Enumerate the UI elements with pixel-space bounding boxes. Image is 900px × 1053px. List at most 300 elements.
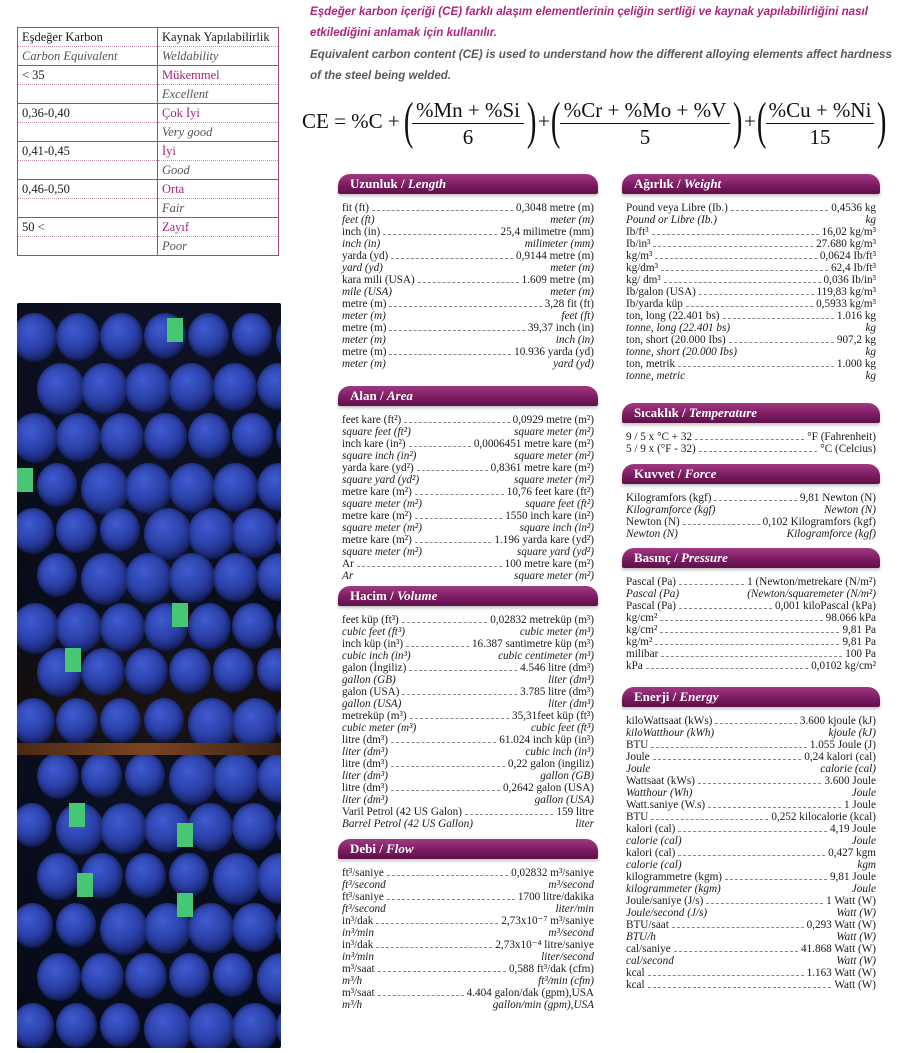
pipe-end	[257, 853, 281, 904]
conversion-from: yard (yd)	[342, 262, 383, 274]
fraction-3-denominator: 15	[809, 125, 831, 149]
conversion-row	[342, 250, 594, 262]
conversion-from: Joule/second (J/s)	[626, 907, 708, 919]
leader-dots	[674, 951, 798, 952]
conversion-to: liter/min	[555, 903, 594, 915]
conversion-from: mile (USA)	[342, 286, 393, 298]
pipe-end	[169, 553, 215, 603]
pipe-end	[188, 508, 235, 559]
conversion-from: gallon (GB)	[342, 674, 396, 686]
conversion-row	[342, 794, 594, 806]
leader-dots	[725, 879, 827, 880]
conversion-row	[342, 722, 594, 734]
conversion-row	[626, 883, 876, 895]
section-energy-body	[622, 707, 880, 995]
ce-range: 0,46-0,50	[18, 180, 158, 199]
conversion-to: 1.196 yarda kare (yd²)	[494, 534, 594, 546]
conversion-from: kcal	[626, 967, 645, 979]
leader-dots	[402, 622, 488, 623]
conversion-row	[342, 626, 594, 638]
conversion-row	[342, 346, 594, 358]
formula-fraction-2	[560, 97, 730, 150]
conversion-to: meter (m)	[550, 214, 594, 226]
ce-range: 50 <	[18, 218, 158, 237]
pipe-end	[37, 463, 77, 507]
conversion-to: Watt (W)	[836, 931, 876, 943]
conversion-row	[626, 431, 876, 443]
leader-dots	[409, 446, 471, 447]
conversion-from: kg/cm²	[626, 624, 658, 636]
conversion-to: 0,588 ft³/dak (cfm)	[508, 963, 594, 975]
pipe-end	[276, 803, 281, 850]
conversion-from: square meter (m²)	[342, 498, 422, 510]
section-flow-header: Debi / Flow	[338, 839, 598, 859]
conversion-row	[626, 799, 876, 811]
conversion-row	[626, 751, 876, 763]
conversion-to: 0,02832 m³/saniye	[511, 867, 594, 879]
ce-rating: Zayıf	[158, 218, 279, 237]
conversion-to: square feet (ft²)	[525, 498, 594, 510]
conversion-row	[626, 274, 876, 286]
conversion-row	[342, 662, 594, 674]
conversion-row	[626, 624, 876, 636]
conversion-row	[626, 612, 876, 624]
section-length-header: Uzunluk / Length	[338, 174, 598, 194]
pipe-end	[100, 698, 141, 743]
section-temperature-header: Sıcaklık / Temperature	[622, 403, 880, 423]
pipe-label-tag	[177, 823, 193, 847]
conversion-from: cubic inch (in³)	[342, 650, 411, 662]
conversion-to: kjoule (kJ)	[828, 727, 876, 739]
section-pressure-header: Basınç / Pressure	[622, 548, 880, 568]
conversion-from: feet (ft)	[342, 214, 375, 226]
conversion-from: BTU	[626, 739, 649, 751]
pipe-end	[56, 1003, 97, 1048]
conversion-from: m³/saat	[342, 987, 375, 999]
conversion-from: Watthour (Wh)	[626, 787, 693, 799]
leader-dots	[404, 422, 509, 423]
pipe-label-tag	[167, 318, 183, 342]
conversion-from: meter (m)	[342, 334, 386, 346]
conversion-row	[342, 987, 594, 999]
leader-dots	[655, 258, 816, 259]
conversion-from: inch küp (in³)	[342, 638, 404, 650]
conversion-from: Ib/galon (USA)	[626, 286, 696, 298]
conversion-row	[626, 931, 876, 943]
conversion-to: 10,76 feet kare (ft²)	[506, 486, 594, 498]
conversion-row	[626, 528, 876, 540]
steel-pipes-photo	[17, 303, 281, 1048]
conversion-to: 98.066 kPa	[825, 612, 876, 624]
conversion-to: 159 litre	[556, 806, 594, 818]
section-temperature-body	[622, 423, 880, 459]
section-volume-header: Hacim / Volume	[338, 586, 598, 606]
conversion-to: 0,3048 metre (m)	[516, 202, 594, 214]
conversion-row	[342, 963, 594, 975]
ce-row	[18, 66, 279, 85]
conversion-row	[626, 907, 876, 919]
conversion-row	[342, 202, 594, 214]
fraction-3-numerator: %Cu + %Ni	[766, 97, 874, 124]
conversion-to: 1.016 kg	[836, 310, 876, 322]
conversion-to: 0,5933 kg/m³	[816, 298, 876, 310]
conversion-to: square meter (m²)	[514, 570, 594, 582]
conversion-from: in³/min	[342, 927, 374, 939]
conversion-to: cubic meter (m³)	[519, 626, 594, 638]
conversion-to: 0,8361 metre kare (m²)	[490, 462, 594, 474]
conversion-from: square feet (ft²)	[342, 426, 411, 438]
leader-dots	[678, 831, 827, 832]
conversion-from: in³/dak	[342, 939, 374, 951]
leader-dots	[391, 258, 513, 259]
pipe-end	[276, 1003, 281, 1048]
leader-dots	[417, 470, 488, 471]
conversion-from: liter (dm³)	[342, 794, 388, 806]
formula-fraction-1	[412, 97, 524, 150]
conversion-from: Pound or Libre (Ib.)	[626, 214, 717, 226]
conversion-from: feet kare (ft²)	[342, 414, 402, 426]
section-force	[622, 464, 880, 544]
intro-text-tr: Eşdeğer karbon içeriği (CE) farklı alaşım elementlerinin çeliğin sertliği ve kaynak yapılabilirliğini nasıl etkilediğini anlamak için kullanılır.	[310, 5, 868, 39]
leader-dots	[410, 718, 509, 719]
ce-header-left: Eşdeğer Karbon	[18, 28, 158, 47]
pipe-end	[37, 953, 81, 1001]
leader-dots	[376, 947, 492, 948]
leader-dots	[660, 620, 822, 621]
conversion-row	[626, 919, 876, 931]
pipe-end	[169, 363, 214, 412]
conversion-row	[626, 835, 876, 847]
pipe-end	[144, 698, 184, 742]
pipe-end	[17, 903, 53, 948]
pipe-rack-band	[17, 743, 281, 755]
pipe-end	[232, 313, 272, 357]
pipe-end	[232, 603, 274, 649]
pipe-end	[17, 313, 57, 362]
conversion-row	[342, 782, 594, 794]
conversion-from: yarda (yd)	[342, 250, 389, 262]
ce-rating: Mükemmel	[158, 66, 279, 85]
ce-header-left-en: Carbon Equivalent	[18, 47, 158, 66]
pipe-end	[257, 553, 281, 601]
conversion-from: cubic feet (ft³)	[342, 626, 405, 638]
conversion-row	[342, 915, 594, 927]
conversion-row	[626, 859, 876, 871]
conversion-from: kPa	[626, 660, 643, 672]
pipe-label-tag	[172, 603, 188, 627]
conversion-to: °F (Fahrenheit)	[807, 431, 876, 443]
formula-paren: (	[756, 93, 767, 150]
conversion-from: milibar	[626, 648, 659, 660]
conversion-to: calorie (cal)	[820, 763, 876, 775]
pipe-end	[232, 508, 278, 558]
fraction-2-denominator: 5	[639, 125, 651, 149]
conversion-to: 41.868 Watt (W)	[800, 943, 876, 955]
conversion-from: ton, short (20.000 Ibs)	[626, 334, 726, 346]
conversion-row	[342, 999, 594, 1011]
leader-dots	[418, 282, 519, 283]
conversion-to: 1 Watt (W)	[826, 895, 876, 907]
conversion-from: square meter (m²)	[342, 546, 422, 558]
conversion-from: 5 / 9 x (°F - 32)	[626, 443, 696, 455]
conversion-to: 1 (Newton/metrekare (N/m²)	[747, 576, 876, 588]
conversion-to: Kilogramforce (kgf)	[786, 528, 876, 540]
pipe-end	[56, 313, 100, 361]
pipe-end	[37, 853, 80, 900]
conversion-row	[626, 636, 876, 648]
leader-dots	[653, 246, 813, 247]
conversion-from: Pascal (Pa)	[626, 588, 680, 600]
conversion-row	[626, 823, 876, 835]
conversion-to: Newton (N)	[824, 504, 876, 516]
leader-dots	[715, 723, 796, 724]
conversion-to: 0,252 kilocalorie (kcal)	[771, 811, 876, 823]
leader-dots	[699, 451, 818, 452]
pipe-end	[257, 753, 281, 803]
pipe-end	[81, 953, 124, 1000]
pipe-end	[276, 903, 281, 951]
leader-dots	[660, 632, 839, 633]
section-weight-body	[622, 194, 880, 386]
pipe-end	[232, 903, 277, 952]
conversion-from: m³/h	[342, 999, 363, 1011]
leader-dots	[651, 819, 768, 820]
pipe-end	[81, 363, 128, 414]
conversion-to: 9,81 Newton (N)	[799, 492, 876, 504]
conversion-from: inch (in)	[342, 238, 381, 250]
pipe-end	[100, 803, 147, 854]
pipe-end	[81, 553, 129, 605]
conversion-row	[342, 298, 594, 310]
leader-dots	[389, 354, 511, 355]
conversion-from: Wattsaat (kWs)	[626, 775, 695, 787]
conversion-to: liter (dm³)	[548, 674, 594, 686]
conversion-row	[342, 818, 594, 830]
conversion-row	[626, 967, 876, 979]
conversion-row	[342, 474, 594, 486]
leader-dots	[357, 566, 502, 567]
ce-rating-en: Good	[158, 161, 279, 180]
pipe-end	[257, 463, 281, 511]
pipe-end	[169, 953, 210, 998]
conversion-to: 1.055 Joule (J)	[809, 739, 876, 751]
conversion-to: 0,102 Kilogramfors (kgf)	[762, 516, 876, 528]
conversion-row	[626, 492, 876, 504]
pipe-label-tag	[177, 893, 193, 917]
conversion-to: 62,4 Ib/ft³	[831, 262, 876, 274]
pipe-end	[37, 363, 85, 415]
conversion-from: kilogrammeter (kgm)	[626, 883, 721, 895]
conversion-to: 9,81 Joule	[830, 871, 876, 883]
pipe-end	[169, 853, 209, 897]
conversion-from: Joule	[626, 763, 651, 775]
leader-dots	[723, 318, 834, 319]
conversion-row	[342, 226, 594, 238]
conversion-from: square yard (yd²)	[342, 474, 420, 486]
conversion-to: gallon (USA)	[534, 794, 594, 806]
leader-dots	[652, 234, 819, 235]
conversion-row	[342, 927, 594, 939]
ce-rating: Orta	[158, 180, 279, 199]
conversion-row	[626, 286, 876, 298]
conversion-row	[342, 638, 594, 650]
conversion-to: 0,24 kalori (cal)	[804, 751, 876, 763]
pipe-end	[125, 553, 172, 604]
conversion-row	[342, 510, 594, 522]
pipe-end	[257, 953, 281, 1005]
conversion-to: ft³/min (cfm)	[538, 975, 594, 987]
conversion-row	[626, 660, 876, 672]
leader-dots	[661, 270, 828, 271]
conversion-to: 0,0102 kg/cm²	[811, 660, 876, 672]
conversion-from: ft³/second	[342, 879, 386, 891]
conversion-row	[626, 310, 876, 322]
pipe-end	[81, 648, 125, 696]
fraction-1-numerator: %Mn + %Si	[412, 97, 524, 124]
pipe-end	[100, 903, 148, 955]
conversion-from: in³/dak	[342, 915, 374, 927]
conversion-from: cal/second	[626, 955, 674, 967]
conversion-to: Joule	[851, 835, 876, 847]
conversion-to: m³/second	[548, 927, 594, 939]
conversion-row	[626, 763, 876, 775]
conversion-row	[342, 426, 594, 438]
leader-dots	[664, 282, 821, 283]
section-length	[338, 174, 598, 374]
leader-dots	[729, 342, 834, 343]
conversion-to: 4.404 galon/dak (gpm),USA	[466, 987, 594, 999]
conversion-to: liter (dm³)	[548, 698, 594, 710]
pipe-end	[232, 413, 273, 458]
pipe-end	[56, 698, 98, 744]
pipe-end	[100, 413, 144, 461]
conversion-to: 1550 inch kare (in²)	[505, 510, 594, 522]
conversion-row	[342, 358, 594, 370]
leader-dots	[646, 668, 808, 669]
conversion-from: kalori (cal)	[626, 847, 676, 859]
conversion-row	[342, 746, 594, 758]
pipe-end	[100, 603, 145, 652]
conversion-to: square meter (m²)	[514, 426, 594, 438]
formula-paren: )	[732, 93, 743, 150]
conversion-to: 27.680 kg/m³	[816, 238, 876, 250]
conversion-from: m³/h	[342, 975, 363, 987]
conversion-row	[342, 758, 594, 770]
conversion-from: tonne, long (22.401 bs)	[626, 322, 731, 334]
leader-dots	[695, 439, 804, 440]
section-energy	[622, 687, 880, 995]
conversion-row	[342, 462, 594, 474]
conversion-from: tonne, metric	[626, 370, 686, 382]
conversion-to: liter/second	[541, 951, 594, 963]
leader-dots	[653, 759, 802, 760]
conversion-from: feet küp (ft³)	[342, 614, 399, 626]
conversion-row	[626, 955, 876, 967]
ce-rating-en: Fair	[158, 199, 279, 218]
conversion-row	[342, 522, 594, 534]
conversion-to: Joule	[851, 883, 876, 895]
conversion-row	[342, 486, 594, 498]
formula-paren: )	[876, 93, 887, 150]
conversion-row	[342, 238, 594, 250]
conversion-row	[626, 202, 876, 214]
conversion-row	[342, 903, 594, 915]
leader-dots	[672, 927, 804, 928]
conversion-row	[342, 686, 594, 698]
pipe-end	[276, 698, 281, 748]
formula-paren: (	[403, 93, 414, 150]
conversion-row	[626, 895, 876, 907]
conversion-to: 2,73x10⁻⁴ litre/saniye	[495, 939, 594, 951]
carbon-equivalent-table	[17, 27, 279, 256]
conversion-row	[626, 226, 876, 238]
pipe-end	[213, 753, 260, 804]
conversion-from: m³/saat	[342, 963, 375, 975]
intro-text-en: Equivalent carbon content (CE) is used to understand how the different alloying elements affect hardness of the steel being welded.	[310, 48, 892, 82]
conversion-row	[342, 498, 594, 510]
conversion-to: 16.387 santimetre küp (m³)	[471, 638, 594, 650]
pipe-end	[56, 508, 97, 553]
leader-dots	[651, 747, 806, 748]
conversion-to: 100 metre kare (m²)	[504, 558, 594, 570]
pipe-end	[188, 413, 230, 459]
conversion-to: 16,02 kg/m³	[821, 226, 876, 238]
conversion-row	[342, 286, 594, 298]
leader-dots	[679, 584, 744, 585]
ce-row-en	[18, 237, 279, 256]
conversion-to: feet (ft)	[561, 310, 594, 322]
leader-dots	[714, 500, 796, 501]
conversion-row	[342, 450, 594, 462]
pipe-end	[125, 853, 166, 898]
ce-rating-en: Poor	[158, 237, 279, 256]
pipe-end	[17, 698, 55, 745]
conversion-row	[342, 698, 594, 710]
ce-row-en	[18, 123, 279, 142]
conversion-row	[342, 734, 594, 746]
conversion-row	[626, 334, 876, 346]
conversion-row	[626, 443, 876, 455]
section-pressure-body	[622, 568, 880, 676]
conversion-row	[342, 879, 594, 891]
conversion-to: 10.936 yarda (yd)	[514, 346, 594, 358]
conversion-row	[342, 650, 594, 662]
conversion-from: litre (dm³)	[342, 734, 388, 746]
conversion-from: 9 / 5 x °C + 32	[626, 431, 693, 443]
formula-plus: +	[744, 109, 756, 133]
conversion-from: kg/ dm³	[626, 274, 661, 286]
conversion-from: BTU	[626, 811, 649, 823]
pipe-end	[232, 803, 276, 851]
conversion-to: square meter (m²)	[514, 474, 594, 486]
pipe-end	[17, 413, 58, 463]
pipe-end	[125, 648, 168, 695]
conversion-from: metre (m)	[342, 322, 387, 334]
conversion-from: ton, metrik	[626, 358, 676, 370]
leader-dots	[409, 670, 517, 671]
pipe-end	[213, 648, 254, 693]
ce-formula	[302, 93, 892, 150]
conversion-row	[626, 715, 876, 727]
leader-dots	[661, 656, 842, 657]
conversion-to: 0,293 Watt (W)	[806, 919, 876, 931]
pipe-end	[213, 853, 261, 905]
conversion-from: calorie (cal)	[626, 859, 682, 871]
conversion-to: Watt (W)	[836, 907, 876, 919]
ce-header-right: Kaynak Yapılabilirlik	[158, 28, 279, 47]
conversion-row	[342, 334, 594, 346]
leader-dots	[731, 210, 828, 211]
